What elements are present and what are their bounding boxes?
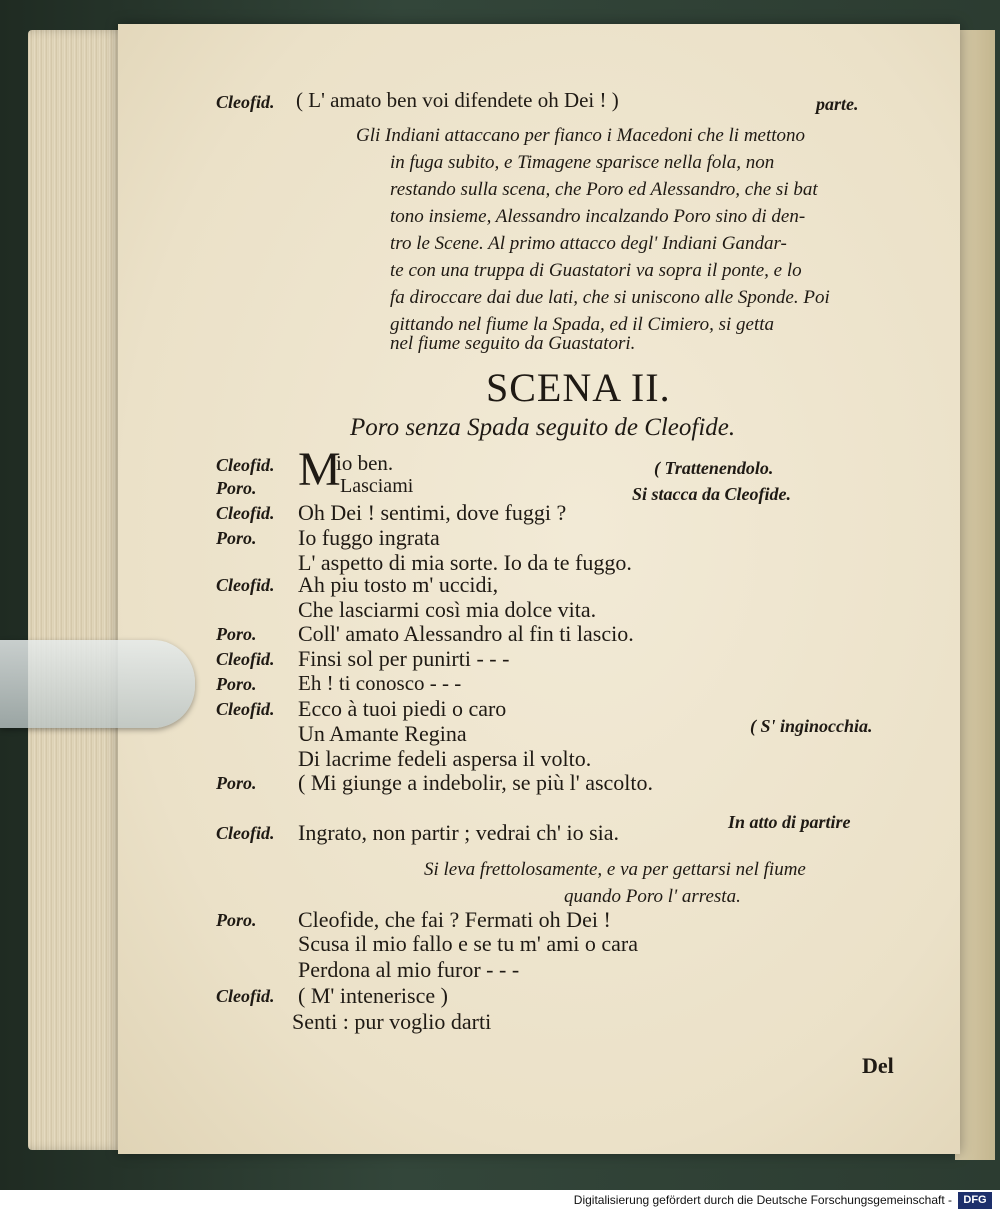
dialogue-line: ( M' intenerisce ): [298, 983, 448, 1008]
stage-direction-line: gittando nel fiume la Spada, ed il Cimiero, si getta: [390, 314, 775, 335]
stage-direction-line: Si leva frettolosamente, e va per gettarsi nel fiume: [424, 859, 806, 880]
dialogue-line: Che lasciarmi così mia dolce vita.: [298, 597, 597, 622]
speaker-label: Cleofid.: [216, 699, 275, 719]
stage-direction-line: tro le Scene. Al primo attacco degl' Indiani Gandar-: [390, 233, 787, 254]
speaker-label: Poro.: [216, 674, 257, 694]
dialogue-line: Senti : pur voglio darti: [292, 1009, 492, 1034]
dialogue-line: ( Mi giunge a indebolir, se più l' ascolto.: [298, 770, 654, 795]
dialogue-line: Perdona al mio furor - - -: [298, 957, 520, 982]
top-line-text: ( L' amato ben voi difendete oh Dei ! ): [296, 88, 619, 112]
speaker-label: Cleofid.: [216, 575, 275, 595]
speaker-label: Poro.: [216, 624, 257, 644]
stage-direction-line: Gli Indiani attaccano per fianco i Macedoni che li mettono: [356, 125, 806, 146]
top-line-exit: parte.: [816, 94, 859, 114]
side-note-in-atto: In atto di partire: [728, 812, 851, 832]
speaker-label: Poro.: [216, 528, 257, 548]
dialogue-line: Lasciami: [340, 475, 414, 497]
dialogue-line: Io fuggo ingrata: [298, 525, 440, 550]
scene-title: SCENA II.: [486, 365, 671, 410]
dialogue-line: Finsi sol per punirti - - -: [298, 646, 510, 671]
speaker-label: Cleofid.: [216, 455, 275, 475]
speaker-label: Cleofid.: [216, 823, 275, 843]
speaker-label: Poro.: [216, 773, 257, 793]
side-note-si-stacca: Si stacca da Cleofide.: [632, 484, 791, 504]
speaker-label: Cleofid.: [216, 649, 275, 669]
dialogue-line: Cleofide, che fai ? Fermati oh Dei !: [298, 907, 611, 932]
stage-direction-line: tono insieme, Alessandro incalzando Poro sino di den-: [390, 206, 806, 227]
stage-direction-line: in fuga subito, e Timagene sparisce nella fola, non: [390, 152, 775, 173]
dialogue-line: Eh ! ti conosco - - -: [298, 671, 462, 695]
dialogue-line: Di lacrime fedeli aspersa il volto.: [298, 746, 592, 771]
stage-direction-line: restando sulla scena, che Poro ed Alessandro, che si bat: [390, 179, 818, 200]
dialogue-line: Coll' amato Alessandro al fin ti lascio.: [298, 621, 634, 646]
catchword: Del: [862, 1053, 894, 1078]
stage-direction-line: nel fiume seguito da Guastatori.: [390, 333, 636, 354]
side-note-trattenendolo: ( Trattenendolo.: [654, 458, 774, 478]
dialogue-line: Un Amante Regina: [298, 721, 467, 746]
stage-direction-line: te con una truppa di Guastatori va sopra il ponte, e lo: [390, 260, 802, 281]
footer-credit: Digitalisierung gefördert durch die Deutsche Forschungsgemeinschaft -: [573, 1193, 952, 1207]
dialogue-line: Ecco à tuoi piedi o caro: [298, 696, 507, 721]
book-right-edge: [955, 30, 995, 1160]
dialogue-line: Oh Dei ! sentimi, dove fuggi ?: [298, 500, 567, 525]
speaker-label: Cleofid.: [216, 503, 275, 523]
bookmark-strip: [0, 640, 195, 728]
speaker-label: Poro.: [216, 478, 257, 498]
speaker-label: Cleofid.: [216, 986, 275, 1006]
speaker-label: Cleofid.: [216, 92, 275, 112]
speaker-label: Poro.: [216, 910, 257, 930]
dialogue-line: Ingrato, non partir ; vedrai ch' io sia.: [298, 820, 620, 845]
dialogue-line: Scusa il mio fallo e se tu m' ami o cara: [298, 931, 638, 956]
dialogue-line: L' aspetto di mia sorte. Io da te fuggo.: [298, 550, 632, 575]
dialogue-line: io ben.: [336, 451, 394, 475]
dfg-logo: DFG: [958, 1192, 992, 1209]
dialogue-line: Ah piu tosto m' uccidi,: [298, 572, 499, 597]
drop-capital: M: [298, 443, 341, 496]
scene-subtitle: Poro senza Spada seguito de Cleofide.: [350, 414, 736, 441]
side-note-inginocchia: ( S' inginocchia.: [750, 716, 873, 736]
stage-direction-line: fa diroccare dai due lati, che si uniscono alle Sponde. Poi: [390, 287, 830, 308]
digitization-footer: [0, 1190, 1000, 1213]
stage-direction-line: quando Poro l' arresta.: [564, 886, 741, 907]
